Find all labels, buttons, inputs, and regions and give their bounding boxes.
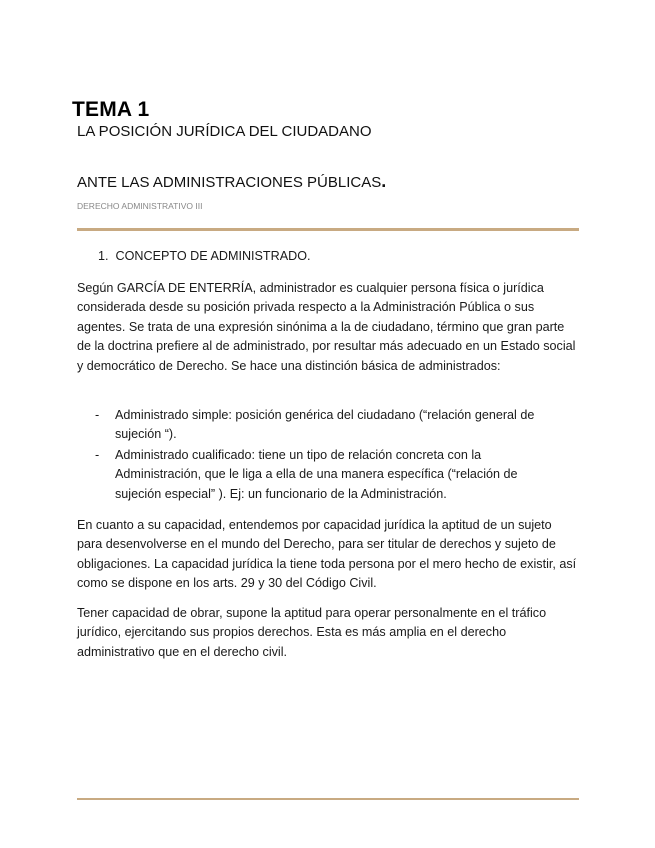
header-divider bbox=[77, 228, 579, 231]
administrado-types-list bbox=[95, 406, 555, 505]
list-item-text: Administrado cualificado: tiene un tipo de relación concreta con la Administración, que le liga a ella de una manera específica (“relación de sujeción especial” ). Ej: un funcionario de la Administración. bbox=[115, 447, 518, 501]
course-label: DERECHO ADMINISTRATIVO III bbox=[77, 201, 203, 211]
list-item bbox=[95, 446, 555, 504]
list-item bbox=[95, 406, 555, 445]
section-heading-text: CONCEPTO DE ADMINISTRADO. bbox=[115, 249, 311, 263]
list-bullet: - bbox=[95, 408, 100, 422]
paragraph-capacidad-obrar: Tener capacidad de obrar, supone la aptitud para operar personalmente en el tráfico jurídico, ejercitando sus propios derechos. Esta es más amplia en el derecho administrativo que en el derecho civil. bbox=[77, 606, 547, 659]
paragraph-definition: Según GARCÍA DE ENTERRÍA, administrador es cualquier persona física o jurídica considerada desde su posición privada respecto a la Administración Pública o sus agentes. Se trata de una expresión sinónima a la de ciudadano, término que gran parte de la doctrina prefiere al de administrado, por resultar más adecuado en un Estado social y democrático de Derecho. Se hace una distinción básica de administrados: bbox=[77, 281, 576, 373]
list-bullet: - bbox=[95, 447, 100, 462]
section-number: 1. bbox=[98, 249, 109, 263]
page-title: TEMA 1 bbox=[72, 98, 150, 121]
subtitle-line-1: LA POSICIÓN JURÍDICA DEL CIUDADANO bbox=[77, 123, 372, 140]
subtitle-line-2 bbox=[77, 171, 386, 192]
section-heading bbox=[98, 249, 311, 263]
list-item-text: Administrado simple: posición genérica del ciudadano (“relación general de sujeción “). bbox=[115, 408, 535, 442]
subtitle-period: . bbox=[381, 171, 387, 191]
paragraph-capacidad-juridica: En cuanto a su capacidad, entendemos por capacidad jurídica la aptitud de un sujeto para desenvolverse en el mundo del Derecho, para ser titular de derechos y sujeto de obligaciones. La capacidad jurídica la tiene toda persona por el mero hecho de existir, así como se dispone en los arts. 29 y 30 del Código Civil. bbox=[77, 518, 577, 591]
subtitle-line-2-text: ANTE LAS ADMINISTRACIONES PÚBLICAS bbox=[77, 174, 382, 191]
footer-divider bbox=[77, 798, 579, 800]
